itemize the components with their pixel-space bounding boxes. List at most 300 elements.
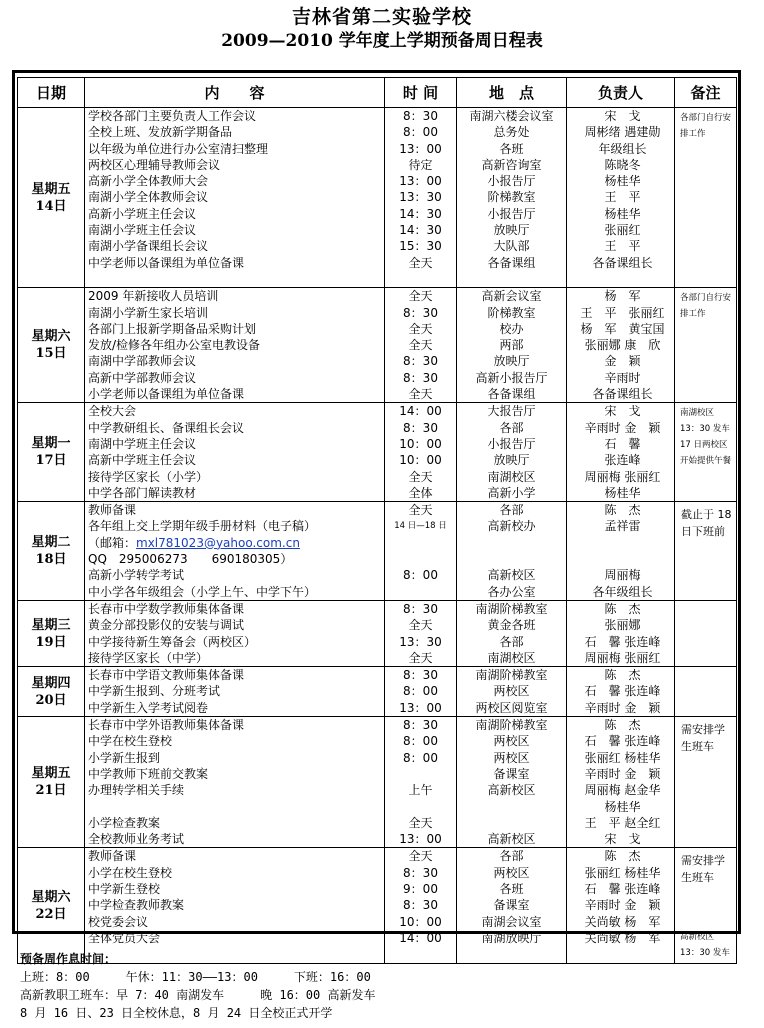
- place-text: 南湖六楼会议室: [469, 109, 554, 123]
- content-text: 全体党员大会: [88, 930, 161, 945]
- place-line: [457, 255, 566, 271]
- footer: [20, 950, 375, 1022]
- content-line: [85, 567, 384, 583]
- lead-line: [567, 831, 674, 847]
- place-cell: [457, 288, 567, 403]
- place-text: 两校区: [493, 684, 530, 699]
- lead-line: [567, 683, 674, 699]
- place-line: [457, 667, 566, 683]
- place-line: [457, 518, 566, 534]
- lead-text: 杨桂华: [604, 206, 641, 221]
- time-text: 15：30: [399, 239, 442, 254]
- content-text: 中学各部门解读教材: [88, 485, 197, 500]
- content-line: [85, 650, 384, 666]
- lead-text: 王 平: [604, 239, 641, 254]
- content-cell: [85, 502, 385, 601]
- content-line: [85, 865, 384, 881]
- place-line: [457, 403, 566, 419]
- content-line: [85, 881, 384, 897]
- content-text: 南湖小学班主任会议: [88, 223, 197, 238]
- content-line: [85, 173, 384, 189]
- time-text: 8：30: [403, 370, 438, 385]
- content-line: [85, 189, 384, 205]
- place-cell: [457, 108, 567, 288]
- lead-text: 孟祥雷: [604, 519, 641, 534]
- place-line: [457, 238, 566, 254]
- lead-line: [567, 617, 674, 633]
- place-text: 南湖放映厅: [481, 930, 542, 945]
- weekday: 星期五: [31, 766, 71, 782]
- time-line: [385, 930, 456, 946]
- lead-text: 年级组长: [598, 141, 647, 156]
- content-line: [85, 815, 384, 831]
- header-content: 内 容: [85, 78, 385, 108]
- lead-line: [567, 353, 674, 369]
- time-line: [385, 337, 456, 353]
- time-text: 8：30: [403, 420, 438, 435]
- weekday: 星期一: [31, 436, 71, 452]
- content-text: 中学新生报到、分班考试: [88, 684, 221, 699]
- place-line: [457, 617, 566, 633]
- content-line: [85, 321, 384, 337]
- lead-line: [567, 141, 674, 157]
- day-label: [18, 717, 85, 848]
- lead-text: 关尚敏 杨 军: [584, 914, 661, 929]
- footer-shuttle: 高新教职工班车：早 7：40 南湖发车 晚 16：00 高新发车: [20, 988, 376, 1002]
- content-text: 中学教师下班前交教案: [88, 766, 209, 781]
- lead-text: 陈 杰: [604, 503, 641, 518]
- lead-text: 王 平 赵全红: [584, 815, 661, 830]
- place-text: 高新小报告厅: [475, 370, 548, 385]
- header-time: 时 间: [385, 78, 457, 108]
- place-line: [457, 141, 566, 157]
- time-text: 13：30: [399, 190, 442, 205]
- day-label: [18, 600, 85, 666]
- content-text: 小学检查教案: [88, 815, 161, 830]
- time-line: [385, 452, 456, 468]
- lead-text: 辛雨时 金 颖: [584, 420, 661, 435]
- place-text: 放映厅: [493, 354, 530, 369]
- lead-line: [567, 370, 674, 386]
- day-block-6: [18, 667, 737, 717]
- lead-line: [567, 502, 674, 518]
- header-note: 备注: [675, 78, 737, 108]
- content-line: [85, 750, 384, 766]
- time-text: 全天: [408, 815, 433, 830]
- lead-line: [567, 799, 674, 815]
- place-text: 阶梯教室: [487, 190, 536, 205]
- place-text: 南湖阶梯教室: [475, 601, 548, 616]
- lead-line: [567, 535, 674, 551]
- place-text: 各班: [499, 141, 524, 156]
- time-line: [385, 567, 456, 583]
- time-line: [385, 255, 456, 271]
- time-line: [385, 485, 456, 501]
- time-line: [385, 766, 456, 782]
- content-line: [85, 601, 384, 617]
- lead-text: 张丽娜 康 欣: [584, 338, 661, 353]
- content-line: [85, 337, 384, 353]
- place-text: 阶梯教室: [487, 305, 536, 320]
- lead-line: [567, 650, 674, 666]
- content-line: [85, 255, 384, 271]
- schedule-title: 2009—2010 学年度上学期预备周日程表: [221, 31, 543, 51]
- place-line: [457, 173, 566, 189]
- place-text: 高新校办: [487, 519, 536, 534]
- time-line: [385, 683, 456, 699]
- place-line: [457, 930, 566, 946]
- place-line: [457, 108, 566, 124]
- lead-cell: [567, 403, 675, 502]
- lead-cell: [567, 848, 675, 963]
- content-line: [85, 733, 384, 749]
- content-cell: [85, 600, 385, 666]
- content-line: [85, 485, 384, 501]
- weekday: 星期二: [31, 535, 71, 551]
- lead-text: 各年级组长: [592, 584, 653, 599]
- content-line: [85, 305, 384, 321]
- place-text: 各办公室: [487, 584, 536, 599]
- time-line: [385, 848, 456, 864]
- content-cell: [85, 717, 385, 848]
- content-line: [85, 799, 384, 815]
- lead-text: 杨 军 黄宝国: [580, 321, 665, 336]
- place-text: 高新校区: [487, 568, 536, 583]
- day-label: [18, 108, 85, 288]
- time-line: [385, 108, 456, 124]
- time-text: 待定: [408, 157, 433, 172]
- email-link[interactable]: mxl781023@yahoo.com.cn: [136, 535, 300, 550]
- lead-line: [567, 189, 674, 205]
- note-cell: [675, 667, 737, 717]
- place-line: [457, 799, 566, 815]
- lead-text: 王 平: [604, 190, 641, 205]
- time-line: [385, 750, 456, 766]
- lead-line: [567, 157, 674, 173]
- day-block-7: [18, 717, 737, 848]
- place-cell: [457, 403, 567, 502]
- note-text: 各部门自行安排工作: [680, 113, 732, 139]
- lead-text: 张丽红 杨桂华: [584, 750, 661, 765]
- time-line: [385, 141, 456, 157]
- content-line: [85, 930, 384, 946]
- place-text: 放映厅: [493, 453, 530, 468]
- place-text: 南湖校区: [487, 469, 536, 484]
- time-line: [385, 222, 456, 238]
- lead-text: 张丽红: [604, 223, 641, 238]
- lead-text: 周彬绪 遇建勋: [584, 125, 661, 140]
- place-line: [457, 222, 566, 238]
- time-line: [385, 321, 456, 337]
- day-block-4: [18, 502, 737, 601]
- content-line: [85, 518, 384, 534]
- lead-line: [567, 469, 674, 485]
- content-text: 小学新生报到: [88, 750, 161, 765]
- lead-text: 石 馨 张连峰: [584, 734, 661, 749]
- place-line: [457, 733, 566, 749]
- place-text: 南湖会议室: [481, 914, 542, 929]
- place-text: 高新咨询室: [481, 157, 542, 172]
- time-line: [385, 799, 456, 815]
- lead-text: 宋 戈: [604, 404, 641, 419]
- place-cell: [457, 502, 567, 601]
- lead-text: 杨 军: [604, 289, 641, 304]
- note-cell: [675, 108, 737, 288]
- content-line: [85, 288, 384, 304]
- day-block-2: [18, 288, 737, 403]
- time-text: 13：30: [399, 634, 442, 649]
- header-row: [18, 78, 737, 108]
- lead-line: [567, 386, 674, 402]
- place-line: [457, 634, 566, 650]
- date: 18日: [35, 552, 67, 568]
- time-line: [385, 815, 456, 831]
- time-line: [385, 782, 456, 798]
- place-text: 高新校区: [487, 832, 536, 847]
- lead-text: 张丽娜: [604, 618, 641, 633]
- header-place: 地 点: [457, 78, 567, 108]
- content-text: 发放/检修各年组办公室电教设备: [88, 338, 261, 353]
- day-label: [18, 667, 85, 717]
- note-cell: [675, 288, 737, 403]
- place-line: [457, 485, 566, 501]
- content-text: 高新小学转学考试: [88, 568, 185, 583]
- time-line: [385, 831, 456, 847]
- header-date: 日期: [18, 78, 85, 108]
- place-text: 两校区: [493, 865, 530, 880]
- time-line: [385, 667, 456, 683]
- place-text: 大队部: [493, 239, 530, 254]
- lead-line: [567, 700, 674, 716]
- content-line: [85, 897, 384, 913]
- content-text: 接待学区家长（中学）: [88, 650, 209, 665]
- place-line: [457, 831, 566, 847]
- content-text: 高新小学全体教师大会: [88, 174, 209, 189]
- place-line: [457, 683, 566, 699]
- date: 19日: [35, 634, 67, 650]
- place-line: [457, 782, 566, 798]
- lead-line: [567, 930, 674, 946]
- place-text: 小报告厅: [487, 174, 536, 189]
- time-text: 8：30: [403, 898, 438, 913]
- time-text: 13：00: [399, 141, 442, 156]
- time-text: 8：00: [403, 684, 438, 699]
- content-line: [85, 502, 384, 518]
- lead-text: 辛雨时 金 颖: [584, 766, 661, 781]
- content-line: [85, 420, 384, 436]
- lead-line: [567, 634, 674, 650]
- place-text: 黄金各班: [487, 618, 536, 633]
- lead-line: [567, 766, 674, 782]
- content-text: 小学老师以备课组为单位备课: [88, 387, 245, 402]
- lead-text: 杨桂华: [604, 485, 641, 500]
- note-cell: [675, 848, 737, 963]
- time-line: [385, 403, 456, 419]
- content-text: 南湖中学部教师会议: [88, 354, 197, 369]
- lead-text: 周丽梅 张丽红: [584, 469, 661, 484]
- time-cell: [385, 667, 457, 717]
- place-text: 大报告厅: [487, 404, 536, 419]
- content-text: 长春市中学数学教师集体备课: [88, 601, 245, 616]
- lead-cell: [567, 502, 675, 601]
- content-cell: [85, 288, 385, 403]
- time-line: [385, 601, 456, 617]
- time-text: 13：00: [399, 174, 442, 189]
- day-block-3: [18, 403, 737, 502]
- lead-text: 杨桂华: [604, 174, 641, 189]
- time-text: 8：00: [403, 125, 438, 140]
- weekday: 星期六: [31, 889, 71, 905]
- place-line: [457, 206, 566, 222]
- lead-text: 石 馨 张连峰: [584, 684, 661, 699]
- content-text: 中学检查教师教案: [88, 898, 185, 913]
- lead-line: [567, 881, 674, 897]
- time-line: [385, 914, 456, 930]
- content-line: [85, 667, 384, 683]
- time-line: [385, 386, 456, 402]
- lead-line: [567, 897, 674, 913]
- lead-text: 各备课组长: [592, 387, 653, 402]
- content-text: QQ 295006273 690180305）: [88, 552, 293, 567]
- lead-text: 周丽梅 张丽红: [584, 650, 661, 665]
- time-line: [385, 238, 456, 254]
- content-text: 中学新生入学考试阅卷: [88, 700, 209, 715]
- time-text: 13：00: [399, 832, 442, 847]
- content-line: [85, 124, 384, 140]
- lead-line: [567, 914, 674, 930]
- time-text: 10：00: [399, 914, 442, 929]
- time-text: 14：30: [399, 223, 442, 238]
- time-text: 全天: [408, 650, 433, 665]
- content-text: 以年级为单位进行办公室清扫整理: [88, 141, 269, 156]
- content-line: [85, 469, 384, 485]
- time-line: [385, 370, 456, 386]
- place-line: [457, 452, 566, 468]
- time-line: [385, 717, 456, 733]
- place-line: [457, 881, 566, 897]
- time-line: [385, 584, 456, 600]
- time-line: [385, 733, 456, 749]
- note-cell: [675, 600, 737, 666]
- lead-text: 石 馨 张连峰: [584, 634, 661, 649]
- lead-line: [567, 815, 674, 831]
- content-text: 黄金分部投影仪的安装与调试: [88, 618, 245, 633]
- lead-line: [567, 124, 674, 140]
- lead-line: [567, 667, 674, 683]
- content-text: 教师备课: [88, 849, 137, 864]
- lead-text: 张丽红 杨桂华: [584, 865, 661, 880]
- lead-line: [567, 222, 674, 238]
- place-text: 备课室: [493, 766, 530, 781]
- footer-work-hours: 上班：8：00 午休：11：30——13：00 下班：16：00: [20, 970, 371, 984]
- lead-text: 辛雨时 金 颖: [584, 898, 661, 913]
- content-text: 两校区心理辅导教师会议: [88, 157, 221, 172]
- lead-line: [567, 848, 674, 864]
- time-text: 10：00: [399, 453, 442, 468]
- weekday: 星期六: [31, 329, 71, 345]
- time-line: [385, 865, 456, 881]
- content-text: 学校各部门主要负责人工作会议: [88, 109, 257, 123]
- content-line: [85, 584, 384, 600]
- content-text: 中学老师以备课组为单位备课: [88, 255, 245, 270]
- lead-line: [567, 733, 674, 749]
- content-text: （邮箱：: [88, 535, 137, 550]
- weekday: 星期五: [31, 181, 71, 197]
- time-line: [385, 551, 456, 567]
- place-line: [457, 288, 566, 304]
- time-text: 8：30: [403, 668, 438, 683]
- lead-line: [567, 584, 674, 600]
- content-text: 校党委会议: [88, 914, 149, 929]
- lead-line: [567, 717, 674, 733]
- place-text: 各部: [499, 420, 524, 435]
- note-text: 南湖校区 13：30 发车 17 日两校区开始提供午餐: [680, 408, 732, 467]
- content-text: 高新中学部教师会议: [88, 370, 197, 385]
- time-text: 8：00: [403, 568, 438, 583]
- place-text: 校办: [499, 321, 524, 336]
- time-cell: [385, 403, 457, 502]
- note-cell: [675, 502, 737, 601]
- content-line: [85, 683, 384, 699]
- lead-line: [567, 567, 674, 583]
- footer-heading: 预备周作息时间：: [20, 952, 117, 966]
- time-cell: [385, 717, 457, 848]
- date: 21日: [35, 783, 67, 799]
- content-cell: [85, 848, 385, 963]
- time-cell: [385, 600, 457, 666]
- time-text: 全体: [408, 485, 433, 500]
- lead-text: 杨桂华: [604, 799, 641, 814]
- day-label: [18, 848, 85, 963]
- place-text: 高新校区: [487, 783, 536, 798]
- content-text: 各年组上交上学期年级手册材料（电子稿）: [88, 519, 317, 534]
- time-text: 上午: [408, 783, 433, 798]
- content-text: 小学在校生登校: [88, 865, 173, 880]
- time-text: 8：00: [403, 734, 438, 749]
- content-text: 中学在校生登校: [88, 734, 173, 749]
- place-line: [457, 305, 566, 321]
- note-text: 需安排学生班车: [681, 723, 725, 754]
- content-line: [85, 370, 384, 386]
- content-line: [85, 386, 384, 402]
- place-text: 南湖阶梯教室: [475, 668, 548, 683]
- place-line: [457, 865, 566, 881]
- time-text: 9：00: [403, 882, 438, 897]
- content-text: 南湖小学备课组长会议: [88, 239, 209, 254]
- content-line: [85, 700, 384, 716]
- place-line: [457, 124, 566, 140]
- time-text: 10：00: [399, 436, 442, 451]
- content-text: 南湖小学新生家长培训: [88, 305, 209, 320]
- content-line: [85, 634, 384, 650]
- content-line: [85, 403, 384, 419]
- lead-cell: [567, 667, 675, 717]
- lead-text: 张连峰: [604, 453, 641, 468]
- place-cell: [457, 600, 567, 666]
- day-block-5: [18, 600, 737, 666]
- content-line: [85, 353, 384, 369]
- lead-text: 陈 杰: [604, 718, 641, 733]
- place-text: 各备课组: [487, 255, 536, 270]
- lead-line: [567, 305, 674, 321]
- content-text: 各部门上报新学期备品采购计划: [88, 321, 257, 336]
- content-line: [85, 617, 384, 633]
- place-cell: [457, 667, 567, 717]
- time-line: [385, 897, 456, 913]
- lead-line: [567, 518, 674, 534]
- content-text: 高新中学班主任会议: [88, 453, 197, 468]
- place-text: 南湖阶梯教室: [475, 718, 548, 733]
